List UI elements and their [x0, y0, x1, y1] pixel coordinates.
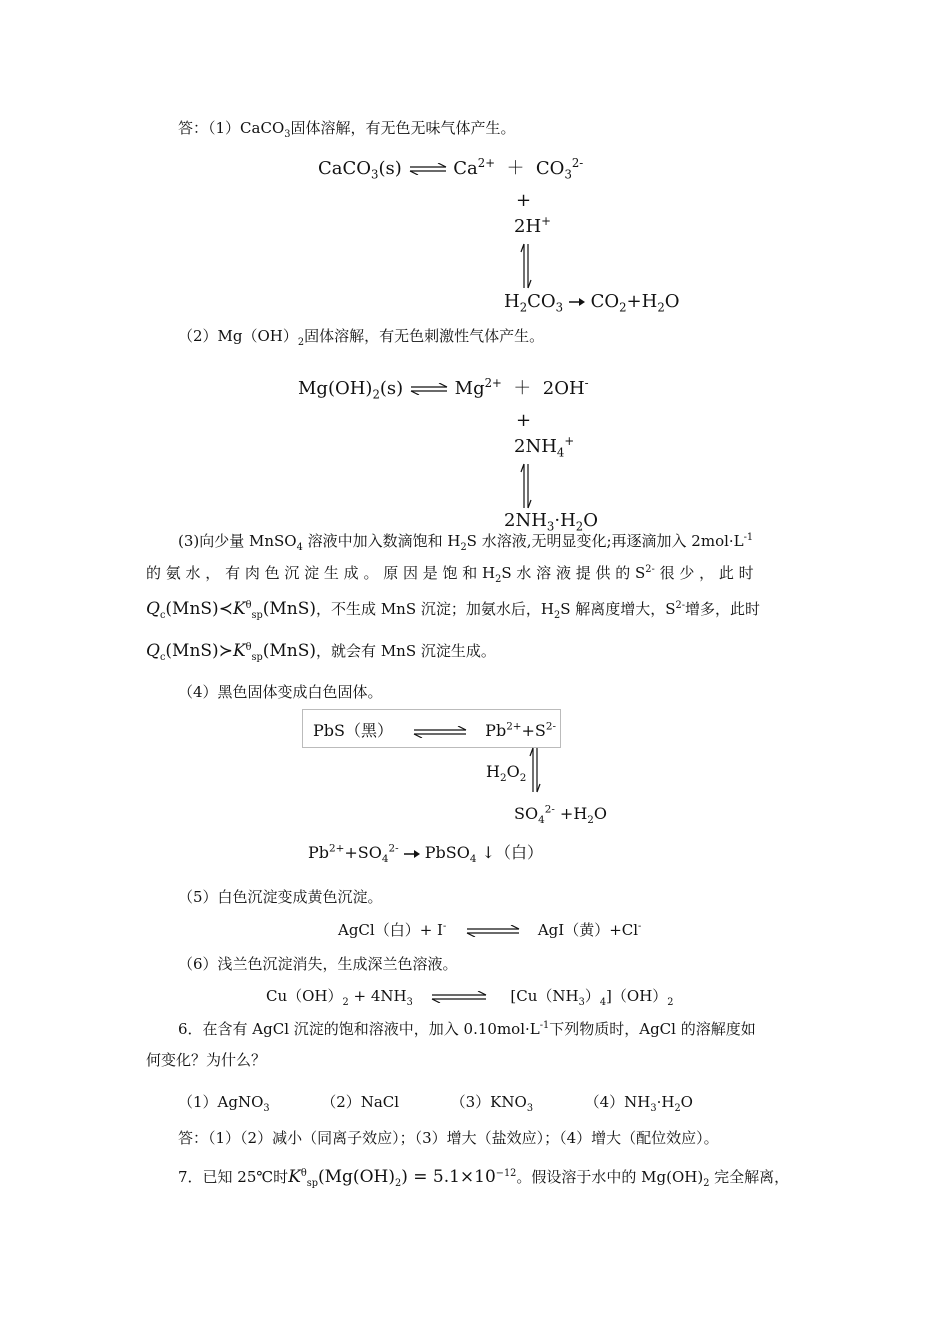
vertical-equilibrium-arrow-icon — [520, 242, 532, 290]
answer-3-line1: (3)向少量 MnSO$_4$ 溶液中加入数滴饱和 $H_2S$ 水溶液,无明显变化;再逐滴加入 $2mol\cdot L^{-1}$ — [178, 532, 754, 553]
question-6-line1: 6．在含有 AgCl 沉淀的饱和溶液中，加入 $0.10mol\cdot L^{-1}$下列物质时，AgCl 的溶解度如 — [178, 1020, 756, 1038]
species-2nh4: $2NH_4^+$ — [514, 434, 575, 460]
plus-sign: + — [516, 410, 532, 431]
equilibrium-arrow-icon — [430, 991, 488, 1003]
species-nh3-h2o: $2NH_3\cdot H_2O$ — [504, 510, 598, 534]
equilibrium-arrow-icon — [465, 925, 521, 937]
answer-2-text: $(2)Mg(OH)_2$固体溶解，有无色刺激性气体产生。 — [178, 327, 545, 348]
question-6-answer: 答：（1）（2）减小（同离子效应）；（3）增大（盐效应）；（4）增大（配位效应）。 — [178, 1129, 719, 1147]
arrow-right-icon — [569, 297, 585, 307]
arrow-right-icon — [404, 849, 420, 859]
answer-3-line4: $Q_c(MnS)≻K^\theta_{sp}(MnS)$，就会有 MnS 沉淀生成。 — [146, 641, 496, 663]
equilibrium-arrow-icon — [409, 383, 449, 395]
answer-6-text: （6）浅兰色沉淀消失，生成深兰色溶液。 — [178, 955, 458, 973]
vertical-equilibrium-arrow-icon — [529, 746, 541, 794]
equilibrium-arrow-icon — [408, 163, 448, 175]
equation-pbs: PbS（黑） $Pb^{2+}+S^{2-}$ — [313, 720, 557, 740]
question-6-line2: 何变化？为什么？ — [146, 1051, 267, 1069]
equation-cu-complex: $Cu(OH)_2 + 4NH_3$ $[Cu(NH_3)_4](OH)_2$ — [266, 987, 674, 1008]
question-7-line1: 7．已知 25℃时$K^\theta_{sp}(Mg(OH)_2) = 5.1\times 10^{-12}$。假设溶于水中的 $Mg(OH)_2$ 完全解离， — [178, 1167, 790, 1189]
equation-caco3-dissolution: CaCO$_3$(s) $Ca^{2+} + CO_3^{2-}$ — [318, 156, 584, 182]
question-6-options: （1）AgNO$_3$ （2）NaCl $(3)KNO_3$ $(4)NH_3\cdot H_2O$ — [178, 1093, 693, 1114]
vertical-equilibrium-arrow-icon — [520, 462, 532, 510]
equilibrium-arrow-icon — [412, 726, 468, 738]
answer-4-text: （4）黑色固体变成白色固体。 — [178, 683, 383, 701]
equation-h2co3: $H_2CO_3$ $CO_2+H_2O$ — [504, 291, 680, 315]
answer-3-line3: $Q_c(MnS)≺K^\theta_{sp}(MnS)$，不生成 MnS 沉淀；加氨水后，$H_2S$ 解离度增大，$S^{2-}$增多，此时 — [146, 599, 761, 621]
answer-3-line2: 的 氨 水 ， 有 肉 色 沉 淀 生 成 。 原 因 是 饱 和 $H_2S$ 水 溶 液 提 供 的 $S^{2-}$ 很 少 ， 此 时 — [146, 564, 754, 585]
equation-pbso4: $Pb^{2+}+SO_4^{2-}$ PbSO$_4$ ↓（白） — [308, 842, 543, 866]
species-so4-h2o: $SO_4^{2-} +H_2O$ — [514, 803, 608, 827]
answer-5-text: （5）白色沉淀变成黄色沉淀。 — [178, 888, 383, 906]
equation-agcl-agi: AgCl（白）+ I- AgI（黄）+Cl- — [338, 921, 642, 939]
equation-mgoh2-dissolution: $Mg(OH)_2(s) Mg^{2+} + 2OH^-$ — [298, 376, 589, 402]
plus-sign: + — [516, 190, 532, 211]
answer-1-text: 答：（1）CaCO$_3$固体溶解，有无色无味气体产生。 — [178, 119, 516, 140]
reagent-h2o2: $H_2O_2$ — [486, 762, 527, 785]
species-2h: 2H+ — [514, 214, 551, 237]
